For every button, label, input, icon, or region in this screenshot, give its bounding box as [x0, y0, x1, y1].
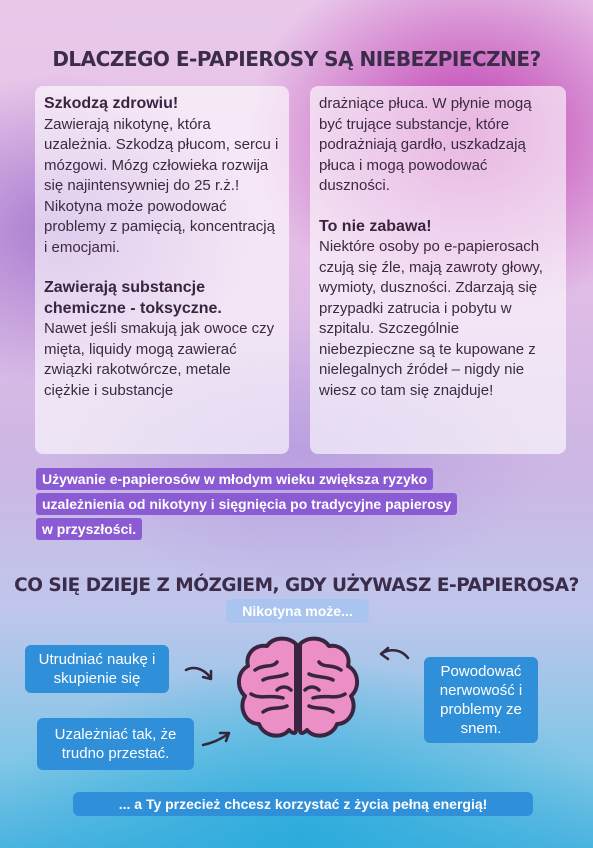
effect-nervous-pill: Powodować nerwowość i problemy ze snem.	[424, 657, 538, 743]
brain-icon	[233, 634, 363, 746]
highlight-line-3: w przyszłości.	[36, 518, 142, 540]
section-text-not-fun: Niektóre osoby po e-papierosach czują się źle, mają zawroty głowy, wymioty, duszności. Zdarzają się przypadki zatrucia i pobytu w szpitalu. Szczególnie niebezpieczne są te kupowane z nielegalnych źródeł – nigdy nie wiesz co tam się znajduje!	[319, 238, 543, 399]
left-info-panel	[35, 86, 289, 454]
effect-addiction-pill: Uzależniać tak, że trudno przestać.	[37, 718, 194, 770]
section-heading-health: Szkodzą zdrowiu!	[44, 95, 179, 112]
brain-section-title: CO SIĘ DZIEJE Z MÓZGIEM, GDY UŻYWASZ E-PAPIEROSA?	[14, 575, 579, 596]
effect-learning-pill: Utrudniać naukę i skupienie się	[25, 645, 169, 693]
highlight-line-1: Używanie e-papierosów w młodym wieku zwiększa ryzyko	[36, 468, 433, 490]
highlight-line-2: uzależnienia od nikotyny i sięgnięcia po tradycyjne papierosy	[36, 493, 457, 515]
right-info-panel	[310, 86, 566, 454]
highlight-box	[36, 468, 566, 540]
arrow-learning-icon	[183, 664, 217, 686]
footer-message: ... a Ty przecież chcesz korzystać z życia pełną energią!	[73, 792, 533, 816]
nicotine-subtitle: Nikotyna może...	[226, 599, 369, 623]
page-title: DLACZEGO E-PAPIEROSY SĄ NIEBEZPIECZNE?	[52, 47, 541, 71]
arrow-addiction-icon	[200, 728, 234, 750]
section-text-chemicals: Nawet jeśli smakują jak owoce czy mięta, liquidy mogą zawierać związki rakotwórcze, metale ciężkie i substancje	[44, 320, 275, 399]
section-heading-chemicals: Zawierają substancje chemiczne - toksyczne.	[44, 279, 222, 317]
section-heading-not-fun: To nie zabawa!	[319, 217, 432, 235]
section-text-health: Zawierają nikotynę, która uzależnia. Szkodzą płucom, sercu i mózgowi. Mózg człowieka rozwija się najintensywniej do 25 r.ż.! Nikotyna może powodować problemy z pamięcią, koncentracją i emocjami.	[44, 115, 279, 256]
continued-text: drażniące płuca. W płynie mogą być trujące substancje, które podrażniają gardło, uszkadzają płuca i mogą powodować duszności.	[319, 95, 532, 194]
arrow-nervous-icon	[376, 644, 412, 666]
